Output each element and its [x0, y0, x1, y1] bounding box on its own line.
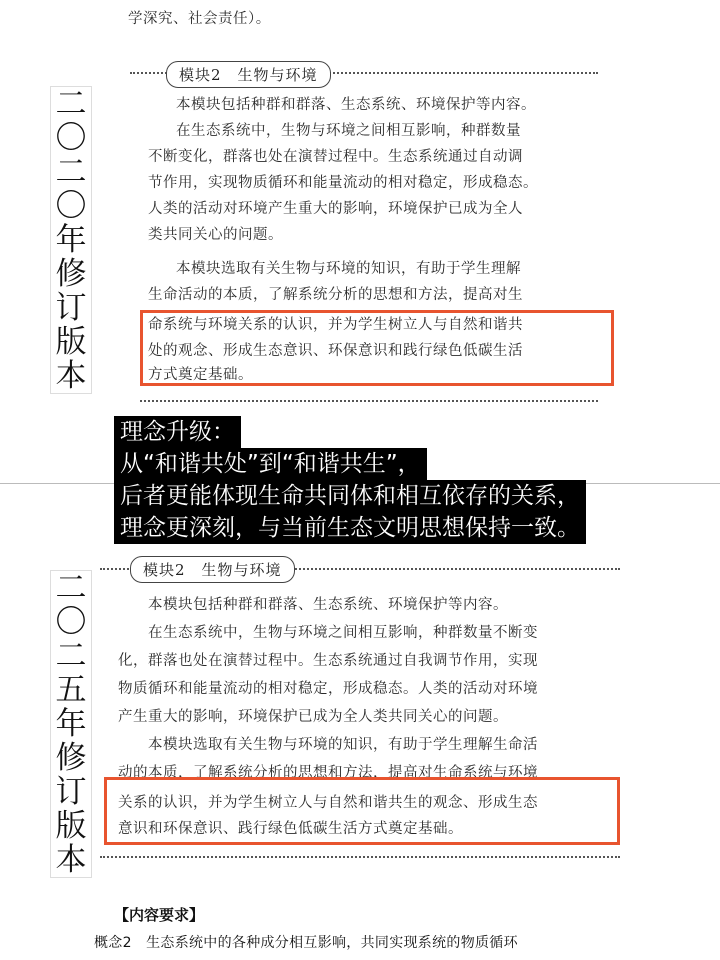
body-line: 在生态系统中，生物与环境之间相互影响，种群数量: [176, 123, 521, 139]
concept-line: 概念2 生态系统中的各种成分相互影响，共同实现系统的物质循环: [94, 935, 518, 951]
label-char: 本: [55, 842, 87, 878]
body-line: 产生重大的影响，环境保护已成为全人类共同关心的问题。: [118, 709, 508, 725]
body-line: 关系的认识，并为学生树立人与自然和谐共生的观念、形成生态: [118, 795, 538, 811]
body-line: 本模块包括种群和群落、生态系统、环境保护等内容。: [148, 597, 508, 613]
label-char: 本: [55, 358, 87, 394]
label-char: 二: [55, 154, 87, 190]
module-divider-bottom-2025: [100, 856, 620, 858]
label-char: 〇: [55, 604, 87, 640]
highlight-box-2025: [104, 777, 620, 845]
version-2020-label: [50, 86, 92, 394]
version-2025-label: [50, 570, 92, 878]
body-line: 化，群落也处在演替过程中。生态系统通过自我调节作用，实现: [118, 653, 538, 669]
caption-line: 从“和谐共处”到“和谐共生”，: [114, 448, 427, 480]
caption-line: 后者更能体现生命共同体和相互依存的关系，: [114, 480, 586, 512]
top-fragment-text: 学深究、社会责任）。: [128, 11, 271, 27]
content-requirements-heading: 【内容要求】: [114, 906, 205, 924]
body-line: 本模块选取有关生物与环境的知识，有助于学生理解: [176, 261, 521, 277]
label-char: 五: [55, 672, 87, 708]
body-line: 在生态系统中，生物与环境之间相互影响，种群数量不断变: [148, 625, 538, 641]
body-line: 节作用，实现物质循环和能量流动的相对稳定，形成稳态。: [148, 175, 538, 191]
label-char: 订: [55, 290, 87, 326]
label-char: 年: [55, 222, 87, 258]
label-char: 版: [55, 808, 87, 844]
body-line: 类共同关心的问题。: [148, 227, 283, 243]
label-char: 修: [55, 740, 87, 776]
body-line: 物质循环和能量流动的相对稳定，形成稳态。人类的活动对环境: [118, 681, 538, 697]
body-line: 不断变化，群落也处在演替过程中。生态系统通过自动调: [148, 149, 523, 165]
body-line: 命系统与环境关系的认识，并为学生树立人与自然和谐共: [148, 317, 523, 333]
module-title-2025: 模块2 生物与环境: [130, 556, 295, 583]
caption-line: 理念升级：: [114, 416, 241, 448]
label-char: 二: [55, 86, 87, 122]
body-line: 本模块包括种群和群落、生态系统、环境保护等内容。: [176, 97, 536, 113]
body-line: 生命活动的本质，了解系统分析的思想和方法，提高对生: [148, 287, 523, 303]
label-char: 二: [55, 638, 87, 674]
label-char: 订: [55, 774, 87, 810]
caption-line: 理念更深刻，与当前生态文明思想保持一致。: [114, 512, 586, 544]
module-divider-bottom-2020: [140, 400, 598, 402]
body-line: 人类的活动对环境产生重大的影响，环境保护已成为全人: [148, 201, 523, 217]
module-title-2020: 模块2 生物与环境: [166, 61, 331, 88]
label-char: 二: [55, 570, 87, 606]
body-line: 动的本质，了解系统分析的思想和方法，提高对生命系统与环境: [118, 765, 538, 781]
label-char: 版: [55, 324, 87, 360]
body-line: 处的观念、形成生态意识、环保意识和践行绿色低碳生活: [148, 343, 523, 359]
label-char: 〇: [55, 188, 87, 224]
body-line: 意识和环保意识、践行绿色低碳生活方式奠定基础。: [118, 821, 463, 837]
label-char: 〇: [55, 120, 87, 156]
label-char: 年: [55, 706, 87, 742]
label-char: 修: [55, 256, 87, 292]
body-line: 本模块选取有关生物与环境的知识，有助于学生理解生命活: [148, 737, 538, 753]
body-line: 方式奠定基础。: [148, 367, 253, 383]
highlight-box-2020: [140, 310, 614, 386]
